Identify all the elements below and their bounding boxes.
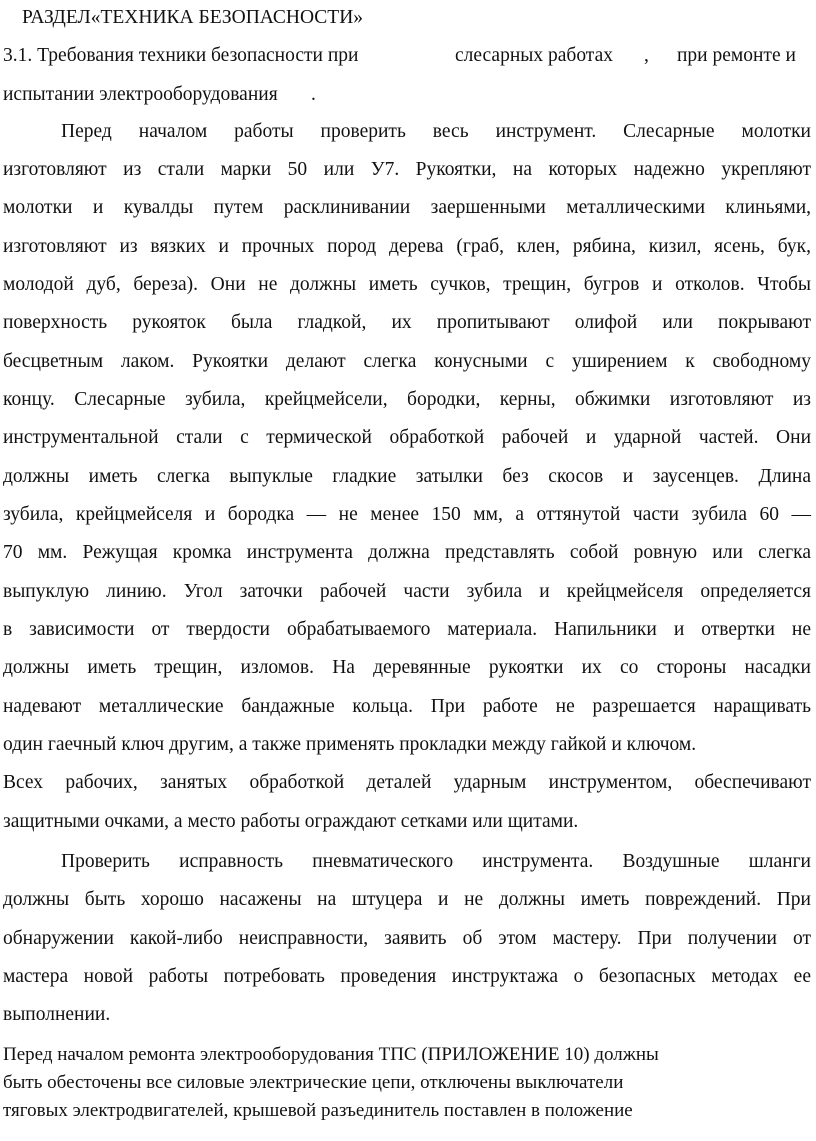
paragraph-line: инструментальной стали с термической обработкой рабочей и ударной частей. Они [3,427,811,448]
paragraph-line: обнаружении какой-либо неисправности, заявить об этом мастеру. При получении от [3,928,811,949]
paragraph-line: Проверить исправность пневматического инструмента. Воздушные шланги [61,851,811,872]
paragraph-line: мастера новой работы потребовать проведения инструктажа о безопасных методах ее [3,966,811,987]
paragraph-line: поверхность рукояток была гладкой, их пропитывают олифой или покрывают [3,312,811,333]
paragraph-line: Всех рабочих, занятых обработкой деталей ударным инструментом, обеспечивают [3,772,811,793]
paragraph-line: в зависимости от твердости обрабатываемого материала. Напильники и отвертки не [3,619,811,640]
paragraph-line: должны иметь трещин, изломов. На деревянные рукоятки их со стороны насадки [3,657,811,678]
subsection-heading-part3: при ремонте и [677,45,796,66]
paragraph-line: бесцветным лаком. Рукоятки делают слегка конусными с уширением к свободному [3,351,811,372]
paragraph-line: надевают металлические бандажные кольца. При работе не разрешается наращивать [3,696,811,717]
subsection-heading-line2: испытании электрооборудования [3,84,278,105]
paragraph-line: Перед началом ремонта электрооборудования ТПС (ПРИЛОЖЕНИЕ 10) должны [3,1044,659,1065]
paragraph-line: должны быть хорошо насажены на штуцера и не должны иметь повреждений. При [3,889,811,910]
paragraph-line: молотки и кувалды путем расклинивании заершенными металлическими клиньями, [3,197,811,218]
paragraph-line: выпуклую линию. Угол заточки рабочей части зубила и крейцмейселя определяется [3,581,811,602]
subsection-heading-part1: 3.1. Требования техники безопасности при [3,45,359,66]
paragraph-line: должны иметь слегка выпуклые гладкие затылки без скосов и заусенцев. Длина [3,466,811,487]
subsection-heading-period: . [311,84,316,105]
paragraph-line: молодой дуб, береза). Они не должны иметь сучков, трещин, бугров и отколов. Чтобы [3,274,811,295]
paragraph-line: Перед началом работы проверить весь инструмент. Слесарные молотки [61,121,811,142]
paragraph-line: один гаечный ключ другим, а также применять прокладки между гайкой и ключом. [3,734,697,755]
paragraph-line: выполнении. [3,1004,111,1025]
paragraph-line: изготовляют из вязких и прочных пород дерева (граб, клен, рябина, кизил, ясень, бук, [3,236,811,257]
paragraph-line: зубила, крейцмейселя и бородка — не менее 150 мм, а оттянутой части зубила 60 — [3,504,811,525]
paragraph-line: изготовляют из стали марки 50 или У7. Рукоятки, на которых надежно укрепляют [3,159,811,180]
paragraph-line: концу. Слесарные зубила, крейцмейсели, бородки, керны, обжимки изготовляют из [3,389,811,410]
paragraph-line: быть обесточены все силовые электрические цепи, отключены выключатели [3,1072,624,1093]
subsection-heading-comma: , [644,45,649,66]
paragraph-line: 70 мм. Режущая кромка инструмента должна представлять собой ровную или слегка [3,542,811,563]
section-title: РАЗДЕЛ«ТЕХНИКА БЕЗОПАСНОСТИ» [22,7,364,28]
paragraph-line: тяговых электродвигателей, крышевой разъединитель поставлен в положение [3,1100,633,1121]
subsection-heading-part2: слесарных работах [455,45,613,66]
paragraph-line: защитными очками, а место работы ограждают сетками или щитами. [3,811,579,832]
